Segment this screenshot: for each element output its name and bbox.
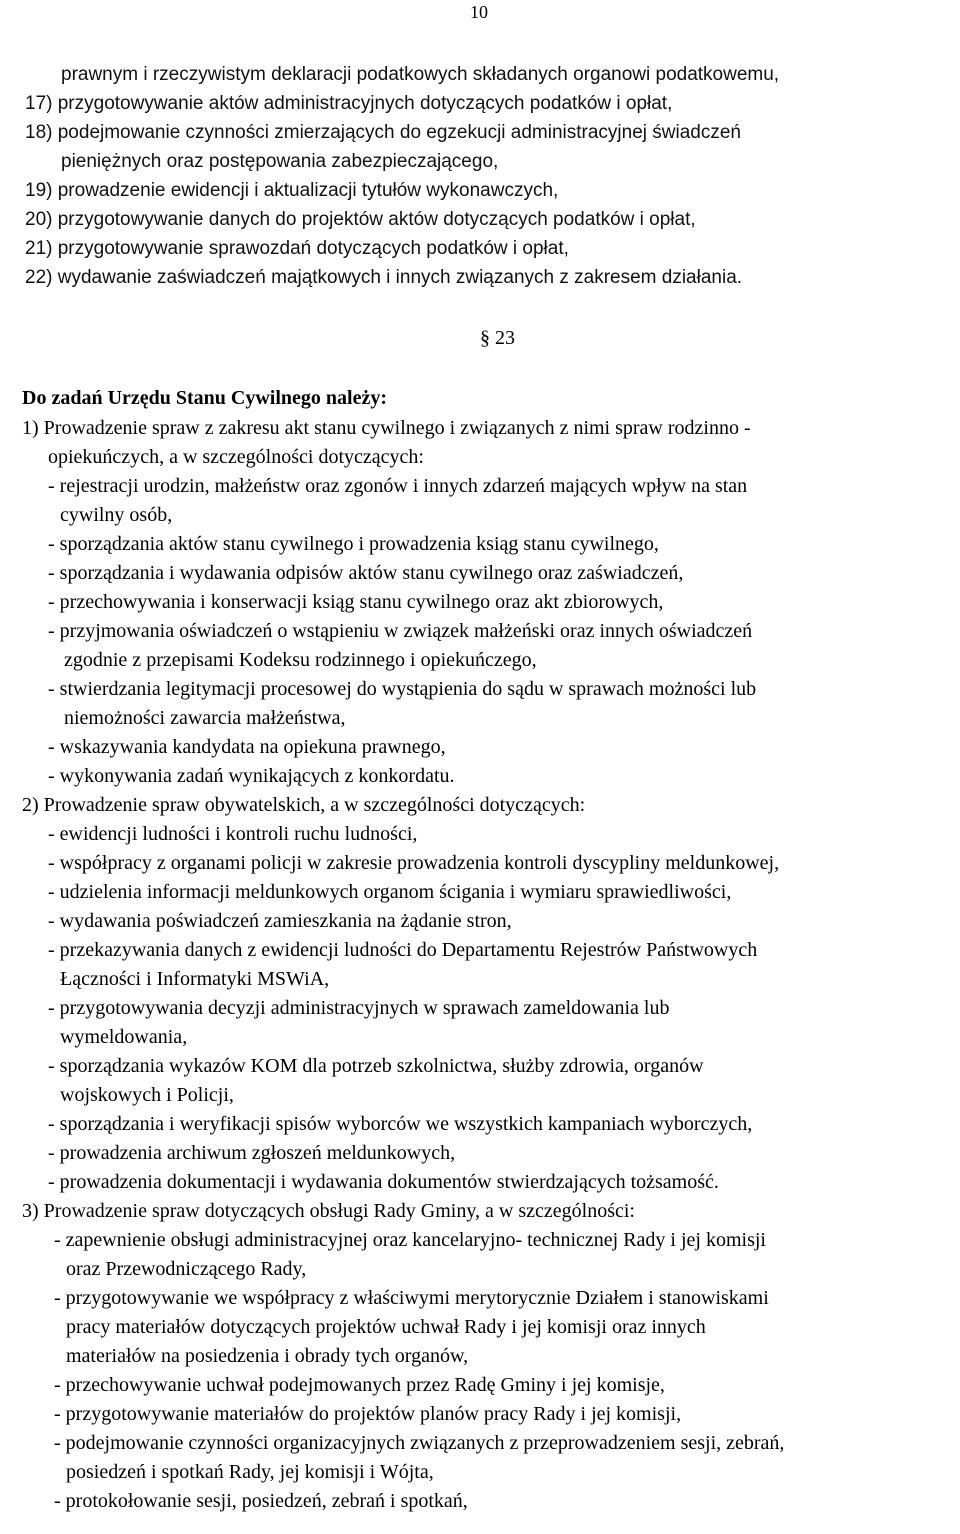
text-line: - przechowywania i konserwacji ksiąg stanu cywilnego oraz akt zbiorowych, xyxy=(48,591,664,613)
text-line: 3) Prowadzenie spraw dotyczących obsługi Rady Gminy, a w szczególności: xyxy=(22,1200,635,1222)
text-line: - przygotowywanie materiałów do projektów planów pracy Rady i jej komisji, xyxy=(54,1403,682,1425)
text-line: materiałów na posiedzenia i obrady tych organów, xyxy=(66,1345,469,1367)
text-line: pracy materiałów dotyczących projektów uchwał Rady i jej komisji oraz innych xyxy=(66,1316,706,1338)
text-line: 18) podejmowanie czynności zmierzających do egzekucji administracyjnej świadczeń xyxy=(25,122,741,143)
text-line: - rejestracji urodzin, małżeństw oraz zgonów i innych zdarzeń mających wpływ na stan xyxy=(48,475,748,497)
section-heading: § 23 xyxy=(480,327,515,349)
text-line: - sporządzania wykazów KOM dla potrzeb szkolnictwa, służby zdrowia, organów xyxy=(48,1055,704,1077)
text-line: - zapewnienie obsługi administracyjnej oraz kancelaryjno- technicznej Rady i jej komisji xyxy=(54,1229,766,1251)
text-line: 1) Prowadzenie spraw z zakresu akt stanu cywilnego i związanych z nimi spraw rodzinno - xyxy=(22,417,751,439)
text-line: - udzielenia informacji meldunkowych organom ścigania i wymiaru sprawiedliwości, xyxy=(48,881,732,903)
text-line: oraz Przewodniczącego Rady, xyxy=(66,1258,307,1280)
text-line: 20) przygotowywanie danych do projektów aktów dotyczących podatków i opłat, xyxy=(25,209,696,230)
text-line: 21) przygotowywanie sprawozdań dotyczących podatków i opłat, xyxy=(25,238,569,259)
text-line: - wskazywania kandydata na opiekuna prawnego, xyxy=(48,736,446,758)
text-line: prawnym i rzeczywistym deklaracji podatkowych składanych organowi podatkowemu, xyxy=(61,64,780,85)
text-line: - stwierdzania legitymacji procesowej do wystąpienia do sądu w sprawach możności lub xyxy=(48,678,757,700)
section-title: Do zadań Urzędu Stanu Cywilnego należy: xyxy=(22,387,388,409)
text-line: niemożności zawarcia małżeństwa, xyxy=(64,707,346,729)
text-line: - przygotowywanie we współpracy z właściwymi merytorycznie Działem i stanowiskami xyxy=(54,1287,769,1309)
text-line: - sporządzania i wydawania odpisów aktów stanu cywilnego oraz zaświadczeń, xyxy=(48,562,684,584)
text-line: wojskowych i Policji, xyxy=(60,1084,234,1106)
text-line: - sporządzania i weryfikacji spisów wyborców we wszystkich kampaniach wyborczych, xyxy=(48,1113,753,1135)
text-line: 17) przygotowywanie aktów administracyjnych dotyczących podatków i opłat, xyxy=(25,93,673,114)
text-line: pieniężnych oraz postępowania zabezpieczającego, xyxy=(61,151,499,172)
text-line: opiekuńczych, a w szczególności dotyczących: xyxy=(48,446,424,468)
text-line: - ewidencji ludności i kontroli ruchu ludności, xyxy=(48,823,418,845)
text-line: - przechowywanie uchwał podejmowanych przez Radę Gminy i jej komisje, xyxy=(54,1374,665,1396)
text-line: Łączności i Informatyki MSWiA, xyxy=(60,968,330,990)
text-line: posiedzeń i spotkań Rady, jej komisji i Wójta, xyxy=(66,1461,434,1483)
text-line: 2) Prowadzenie spraw obywatelskich, a w szczególności dotyczących: xyxy=(22,794,586,816)
text-line: - protokołowanie sesji, posiedzeń, zebrań i spotkań, xyxy=(54,1490,468,1512)
text-line: 22) wydawanie zaświadczeń majątkowych i innych związanych z zakresem działania. xyxy=(25,267,743,288)
text-line: - współpracy z organami policji w zakresie prowadzenia kontroli dyscypliny meldunkowej, xyxy=(48,852,780,874)
text-line: - podejmowanie czynności organizacyjnych związanych z przeprowadzeniem sesji, zebrań, xyxy=(54,1432,785,1454)
text-line: 19) prowadzenie ewidencji i aktualizacji tytułów wykonawczych, xyxy=(25,180,559,201)
text-line: - przekazywania danych z ewidencji ludności do Departamentu Rejestrów Państwowych xyxy=(48,939,758,961)
text-line: zgodnie z przepisami Kodeksu rodzinnego i opiekuńczego, xyxy=(64,649,537,671)
text-line: - przygotowywania decyzji administracyjnych w sprawach zameldowania lub xyxy=(48,997,670,1019)
text-line: - prowadzenia dokumentacji i wydawania dokumentów stwierdzających tożsamość. xyxy=(48,1171,719,1193)
text-line: - prowadzenia archiwum zgłoszeń meldunkowych, xyxy=(48,1142,456,1164)
text-line: - sporządzania aktów stanu cywilnego i prowadzenia ksiąg stanu cywilnego, xyxy=(48,533,659,555)
text-line: - wykonywania zadań wynikających z konkordatu. xyxy=(48,765,455,787)
page-number: 10 xyxy=(470,2,488,22)
text-line: cywilny osób, xyxy=(60,504,173,526)
text-line: wymeldowania, xyxy=(60,1026,188,1048)
text-line: - przyjmowania oświadczeń o wstąpieniu w związek małżeński oraz innych oświadczeń xyxy=(48,620,753,642)
text-line: - wydawania poświadczeń zamieszkania na żądanie stron, xyxy=(48,910,512,932)
